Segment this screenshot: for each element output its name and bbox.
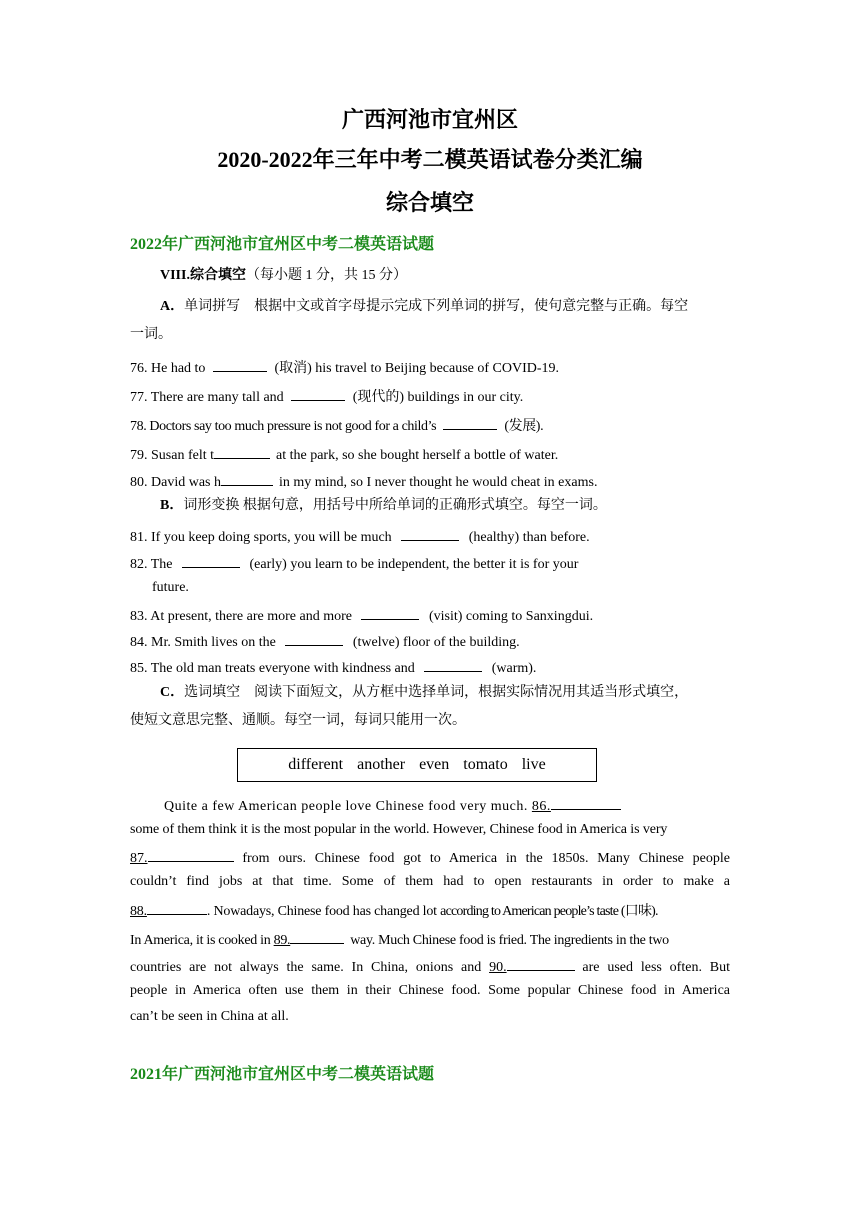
q85-blank[interactable]: [424, 657, 482, 672]
blank-87[interactable]: [148, 847, 234, 862]
q84-text-b: (twelve) floor of the building.: [352, 635, 520, 650]
question-81: [130, 526, 590, 547]
q81-text-a: 81. If you keep doing sports, you will be much: [130, 530, 392, 545]
q79-blank[interactable]: [214, 444, 270, 459]
q78-text-a: 78. Doctors say too much pressure is not good for a child’s: [130, 419, 437, 434]
passage-line-9: can’t be seen in China at all.: [130, 1009, 289, 1024]
question-77: [130, 386, 523, 407]
q79-text-b: at the park, so she bought herself a bottle of water.: [276, 448, 559, 463]
q76-blank[interactable]: [213, 357, 267, 372]
question-83: [130, 605, 593, 626]
blank-86[interactable]: [551, 795, 621, 810]
question-84: [130, 631, 520, 652]
q80-text-a: 80. David was h: [130, 475, 221, 490]
q78-text-b: (发展).: [504, 419, 544, 434]
q76-text-a: 76. He had to: [130, 361, 206, 376]
passage-p9: are used less often. But: [582, 960, 731, 975]
q82-text-a: 82. The: [130, 557, 173, 572]
passage-p8: countries are not always the same. In China, onions and: [130, 960, 482, 975]
page-title-line2: 2020-2022年三年中考二模英语试卷分类汇编: [217, 147, 643, 172]
blank-90-number: 90.: [489, 960, 507, 975]
page-title-line1: 广西河池市宜州区: [341, 107, 518, 132]
blank-88[interactable]: [147, 900, 207, 915]
part-title-rest: （每小题 1 分，共 15 分）: [245, 268, 407, 283]
q84-text-a: 84. Mr. Smith lives on the: [130, 635, 276, 650]
passage-line-3: [130, 847, 730, 868]
section-c-label: C．: [160, 685, 185, 700]
question-79: [130, 444, 558, 465]
section-a-label: A．: [160, 299, 185, 314]
word-box: different another even tomato live: [237, 748, 597, 782]
q80-text-b: in my mind, so I never thought he would cheat in exams.: [279, 475, 598, 490]
section-a-instruction-cont: 一词。: [130, 327, 172, 342]
page-title-line3: 综合填空: [385, 190, 474, 215]
q76-text-b: (取消) his travel to Beijing because of COVID-19.: [274, 361, 560, 376]
part-title-bold: VIII.综合填空: [160, 268, 246, 283]
q78-blank[interactable]: [443, 415, 497, 430]
section-heading-2021: 2021年广西河池市宜州区中考二模英语试题: [130, 1066, 435, 1083]
q83-text-b: (visit) coming to Sanxingdui.: [428, 609, 594, 624]
q84-blank[interactable]: [285, 631, 343, 646]
section-b-text: 词形变换 根据句意，用括号中所给单词的正确形式填空。每空一词。: [183, 498, 607, 513]
question-82: [130, 553, 578, 574]
passage-line-5: [130, 900, 658, 921]
part-title: [160, 267, 407, 285]
passage-p5b: according to American people’s taste (口味).: [440, 904, 658, 919]
passage-p5: . Nowadays, Chinese food has changed lot: [206, 904, 437, 919]
passage-p6: In America, it is cooked in: [130, 933, 271, 948]
question-78: [130, 415, 543, 436]
passage-p3: from ours. Chinese food got to America in the 1850s. Many Chinese people: [242, 851, 730, 866]
q81-text-b: (healthy) than before.: [468, 530, 590, 545]
section-heading-2022: 2022年广西河池市宜州区中考二模英语试题: [130, 236, 435, 253]
q81-blank[interactable]: [401, 526, 459, 541]
section-a-text: 单词拼写 根据中文或首字母提示完成下列单词的拼写，使句意完整与正确。每空: [184, 299, 689, 314]
section-c-text: 选词填空 阅读下面短文，从方框中选择单词，根据实际情况用其适当形式填空，: [184, 685, 689, 700]
q82-text-b: (early) you learn to be independent, the better it is for your: [249, 557, 579, 572]
section-b-label: B．: [160, 498, 184, 513]
passage-line-8: people in America often use them in their Chinese food. Some popular Chinese food in America: [130, 983, 730, 998]
section-a-instruction: [160, 298, 688, 316]
question-82-cont: future.: [152, 580, 189, 595]
blank-87-number: 87.: [130, 851, 148, 866]
q85-text-a: 85. The old man treats everyone with kindness and: [130, 661, 415, 676]
blank-89[interactable]: [290, 929, 344, 944]
q83-text-a: 83. At present, there are more and more: [130, 609, 352, 624]
section-c-instruction: [160, 684, 688, 702]
q83-blank[interactable]: [361, 605, 419, 620]
passage-line-7: [130, 956, 730, 977]
passage-p1: Quite a few American people love Chinese food very much.: [164, 799, 528, 814]
blank-86-number: 86.: [531, 799, 551, 814]
section-c-instruction-cont: 使短文意思完整、通顺。每空一词，每词只能用一次。: [130, 713, 466, 728]
q80-blank[interactable]: [221, 471, 273, 486]
blank-90[interactable]: [507, 956, 575, 971]
q77-text-a: 77. There are many tall and: [130, 390, 284, 405]
passage-line-6: [130, 929, 669, 950]
blank-88-number: 88.: [130, 904, 147, 919]
q77-text-b: (现代的) buildings in our city.: [352, 390, 524, 405]
question-76: [130, 357, 559, 378]
passage-line-2: some of them think it is the most popular in the world. However, Chinese food in America is very: [130, 822, 668, 837]
passage-line-1: [164, 795, 621, 816]
q82-blank[interactable]: [182, 553, 240, 568]
q77-blank[interactable]: [291, 386, 345, 401]
section-b-instruction: [160, 497, 607, 515]
question-80: [130, 471, 597, 492]
passage-p7: way. Much Chinese food is fried. The ingredients in the two: [350, 933, 669, 948]
q85-text-b: (warm).: [491, 661, 537, 676]
question-85: [130, 657, 536, 678]
passage-line-4: couldn’t find jobs at that time. Some of them had to open restaurants in order to make a: [130, 874, 730, 889]
blank-89-number: 89.: [273, 933, 291, 948]
q79-text-a: 79. Susan felt t: [130, 448, 214, 463]
